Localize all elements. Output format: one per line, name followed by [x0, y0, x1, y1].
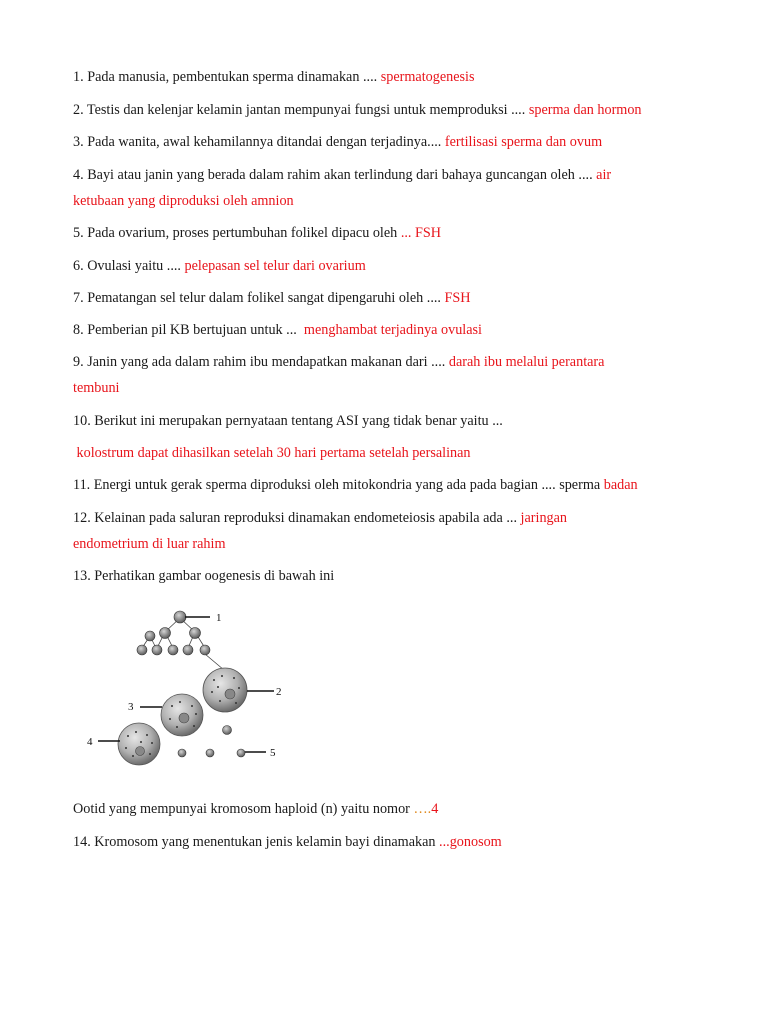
answer-text: darah ibu melalui perantara	[448, 354, 605, 370]
ootid-large	[118, 723, 160, 765]
question-10-answer: kolostrum dapat dihasilkan setelah 30 hari pertama setelah persalinan	[73, 445, 471, 461]
cell	[137, 645, 147, 655]
question-text: 4. Bayi atau janin yang berada dalam rahim akan terlindung dari bahaya guncangan oleh ....	[73, 167, 597, 183]
question-4-answer-continued: ketubaan yang diproduksi oleh amnion	[73, 193, 294, 209]
question-text: Ootid yang mempunyai kromosom haploid (n) yaitu nomor	[73, 801, 414, 817]
polar-body	[178, 749, 186, 757]
question-6	[73, 257, 366, 275]
question-text: 5. Pada ovarium, proses pertumbuhan folikel dipacu oleh	[73, 225, 401, 241]
cell	[168, 645, 178, 655]
answer-dots: ….	[413, 801, 432, 817]
answer-text: ...gonosom	[439, 834, 502, 850]
question-13-sub	[73, 800, 438, 818]
question-text: 11. Energi untuk gerak sperma diproduksi oleh mitokondria yang ada pada bagian .... sperma	[73, 477, 604, 493]
cell	[145, 631, 155, 641]
figure-label-3: 3	[128, 701, 134, 713]
answer-text: menghambat terjadinya ovulasi	[300, 322, 482, 338]
question-text: 13. Perhatikan gambar oogenesis di bawah ini	[73, 568, 335, 584]
question-4	[73, 166, 611, 184]
answer-text: FSH	[444, 290, 471, 306]
question-13	[73, 567, 334, 585]
polar-body	[223, 726, 232, 735]
question-14	[73, 833, 502, 851]
answer-text: pelepasan sel telur dari ovarium	[184, 258, 366, 274]
answer-number: 4	[431, 801, 439, 817]
oogenesis-diagram	[84, 606, 294, 774]
cell	[183, 645, 193, 655]
question-text: 1. Pada manusia, pembentukan sperma dinamakan ....	[73, 69, 381, 85]
question-8	[73, 321, 482, 339]
answer-text: spermatogenesis	[380, 69, 475, 85]
question-9-answer-continued: tembuni	[73, 380, 120, 396]
question-9	[73, 353, 604, 371]
polar-body	[206, 749, 214, 757]
question-12-answer-continued: endometrium di luar rahim	[73, 536, 226, 552]
question-12	[73, 509, 567, 527]
cell	[190, 628, 201, 639]
figure-label-4: 4	[87, 736, 93, 748]
question-1	[73, 68, 475, 86]
polar-body	[237, 749, 245, 757]
answer-text: badan	[603, 477, 638, 493]
figure-label-1: 1	[216, 612, 222, 624]
answer-text: sperma dan hormon	[528, 102, 642, 118]
question-3	[73, 133, 602, 151]
cell	[200, 645, 210, 655]
question-text: 14. Kromosom yang menentukan jenis kelamin bayi dinamakan	[73, 834, 440, 850]
question-text: 7. Pematangan sel telur dalam folikel sangat dipengaruhi oleh ....	[73, 290, 445, 306]
question-11	[73, 476, 638, 494]
oocyte-medium	[161, 694, 203, 736]
cell	[152, 645, 162, 655]
question-5	[73, 224, 441, 242]
question-text: 12. Kelainan pada saluran reproduksi dinamakan endometeiosis apabila ada ...	[73, 510, 521, 526]
cell	[160, 628, 171, 639]
question-2	[73, 101, 642, 119]
figure-label-5: 5	[270, 747, 276, 759]
question-text: 8. Pemberian pil KB bertujuan untuk ...	[73, 322, 301, 338]
question-7	[73, 289, 471, 307]
question-text: 6. Ovulasi yaitu ....	[73, 258, 185, 274]
oogenesis-figure	[84, 606, 294, 774]
answer-text: air	[596, 167, 612, 183]
answer-text: fertilisasi sperma dan ovum	[444, 134, 603, 150]
oogonium-cell	[174, 611, 186, 623]
question-10	[73, 412, 503, 430]
question-text: 3. Pada wanita, awal kehamilannya ditandai dengan terjadinya....	[73, 134, 445, 150]
question-text: 9. Janin yang ada dalam rahim ibu mendapatkan makanan dari ....	[73, 354, 449, 370]
oocyte-large	[203, 668, 247, 712]
answer-text: jaringan	[520, 510, 568, 526]
question-text: 2. Testis dan kelenjar kelamin jantan mempunyai fungsi untuk memproduksi ....	[73, 102, 529, 118]
lineage-lines	[142, 618, 224, 670]
question-text: 10. Berikut ini merupakan pernyataan tentang ASI yang tidak benar yaitu ...	[73, 413, 503, 429]
answer-text: ... FSH	[400, 225, 442, 241]
figure-label-2: 2	[276, 686, 282, 698]
